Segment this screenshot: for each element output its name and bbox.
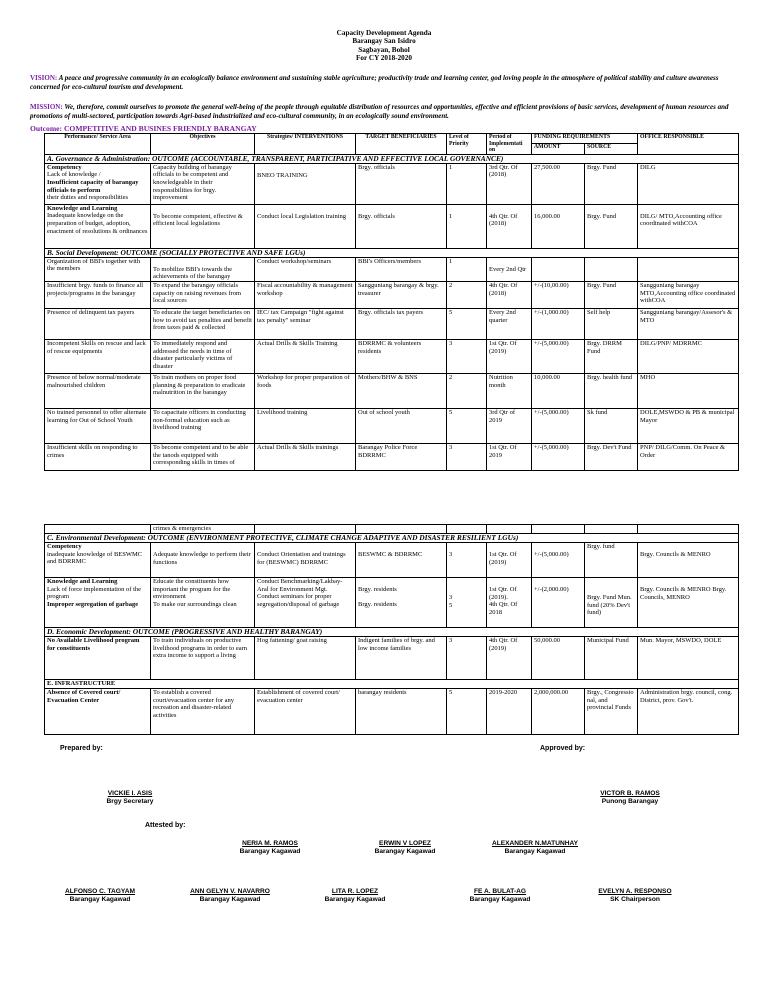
signatory-title: SK Chairperson — [610, 896, 660, 903]
mission-label: MISSION: — [30, 103, 63, 111]
attest-signature — [215, 840, 325, 856]
cell-strategies: Livelihood training — [255, 408, 356, 443]
cell-area: Competency Lack of knowledge / Insufficient capacity of barangay officials to perform their duties and responsibilities — [45, 163, 151, 204]
col-amount: AMOUNT — [532, 143, 585, 154]
vision-label: VISION: — [30, 74, 58, 82]
cell-source: Brgy. fund — [585, 543, 638, 578]
cell-source: Municipal Fund — [585, 637, 638, 680]
cell-amount: 2,000,000.00 — [532, 689, 585, 735]
cell-area: Incompetent Skills on rescue and lack of rescue equipments — [45, 339, 151, 373]
signatory-title: Barangay Kagawad — [374, 848, 436, 855]
approved-title: Punong Barangay — [601, 798, 659, 805]
cell-amount: 50,000.00 — [532, 637, 585, 680]
agenda-table-2 — [44, 524, 739, 735]
cell-priority: 1 — [447, 163, 487, 204]
cell-amount: +/-(1,000.00) — [532, 308, 585, 339]
signatory-title: Barangay Kagawad — [69, 896, 131, 903]
cell-target: barangay residents — [356, 689, 447, 735]
section-c-heading: C. Environmental Development: OUTCOME (ENVIRONMENT PROTECTIVE, CLIMATE CHANGE ADAPTIVE AND DISASTER RESILIENT LGUs) — [45, 534, 739, 543]
cell-period: 3rd Qtr of 2019 — [487, 408, 532, 443]
cell-target: Brgy. officials tax payers — [356, 308, 447, 339]
cell-objectives: To immediately respond and addressed the needs in time of disaster particularly victims of disaster — [151, 339, 255, 373]
section-a-heading: A. Governance & Administration: OUTCOME (ACCOUNTABLE, TRANSPARENT, PARTICIPATIVE AND EFFECTIVE LOCAL GOVERNANCE) — [45, 154, 739, 163]
cell-source: Brgy. DRRM Fund — [585, 339, 638, 373]
table-row — [45, 578, 739, 628]
cell-amount: +/-(5,000.00) — [532, 443, 585, 470]
cell-objectives: Adequate knowledge to perform their functions — [151, 543, 255, 578]
table-row — [45, 637, 739, 680]
prepared-title: Brgy Secretary — [106, 798, 154, 805]
agenda-table-1 — [44, 133, 739, 471]
col-priority: Level of Priority — [447, 134, 487, 155]
section-row — [45, 628, 739, 637]
signatory-name: ALFONSO C. TAGYAM — [65, 888, 135, 895]
cell-priority: 5 — [447, 689, 487, 735]
cell-objectives: To become competent, effective & efficient local legislations — [151, 204, 255, 248]
cell-area: No trained personnel to offer alternate learning for Out of School Youth — [45, 408, 151, 443]
signatory-name: EVELYN A. RESPONSO — [598, 888, 672, 895]
cell-target: BBI's Officers/members — [356, 257, 447, 281]
signatory-title: Barangay Kagawad — [199, 896, 261, 903]
cell-office: Brgy. Councils & MENRO Brgy. Councils, MENRO — [638, 578, 739, 628]
prepared-name: VICKIE I. ASIS — [107, 790, 153, 797]
attest-signature — [305, 888, 405, 904]
cell-strategies: Conduct Orientation and trainings for (BESWMC) BDRRMC — [255, 543, 356, 578]
table-row — [45, 543, 739, 578]
cell-priority: 1 — [447, 204, 487, 248]
cell-target: Mothers/BHW & BNS — [356, 373, 447, 408]
cell-strategies: IEC/ tax Campaign "fight against tax penalty" seminar — [255, 308, 356, 339]
table-row — [45, 373, 739, 408]
section-row — [45, 248, 739, 257]
col-office: OFFICE RESPONSIBLE — [638, 134, 739, 155]
col-target: TARGET BENEFICIARIES — [356, 134, 447, 155]
approved-label: Approved by: — [540, 745, 586, 752]
cell-period: 1st Qtr. Of (2019). 4th Qtr. Of 2018 — [487, 578, 532, 628]
col-period: Period of Implementati on — [487, 134, 532, 155]
cell-objectives: To educate the target beneficiaries on how to avoid tax penalties and benefit from taxes paid & collected — [151, 308, 255, 339]
cell-strategies: Workshop for proper preparation of foods — [255, 373, 356, 408]
attest-signature — [350, 840, 460, 856]
cell-priority: 5 — [447, 408, 487, 443]
vision-text: A peace and progressive community in an ecologically balance environment and sustaining stable agriculture; productivity trade and learning center, god loving people in the atmosphere of political stability and culture awareness concerned for eco-cultural tourism and development. — [30, 74, 719, 91]
cell-objectives: To establish a covered court/evacuation center for any recreation and disaster-related activities — [151, 689, 255, 735]
prepared-signature — [80, 790, 180, 806]
cell-office: Brgy. Councils & MENRO — [638, 543, 739, 578]
cell-target: Barangay Police Force BDRRMC — [356, 443, 447, 470]
cell-office: Administration brgy. council, cong. District, prov. Gov't. — [638, 689, 739, 735]
cell-area: Organization of BBI's together with the members — [45, 257, 151, 281]
cell-objectives-continued: crimes & emergencies — [151, 525, 255, 534]
cell-source: Sk fund — [585, 408, 638, 443]
cell-office: Sangguniang barangay/Assesor's & MTO — [638, 308, 739, 339]
cell-priority: 3 — [447, 543, 487, 578]
cell-strategies: Establishment of covered court/ evacuation center — [255, 689, 356, 735]
table-row — [45, 339, 739, 373]
signatory-name: FE A. BULAT-AG — [473, 888, 526, 895]
table-header-row — [45, 134, 739, 144]
cell-period: Every 2nd Qtr — [487, 257, 532, 281]
cell-source — [585, 257, 638, 281]
signatory-title: Barangay Kagawad — [469, 896, 531, 903]
cell-amount: 16,000.00 — [532, 204, 585, 248]
attest-signature — [450, 888, 550, 904]
cell-area: Presence of below normal/moderate malnourished children — [45, 373, 151, 408]
cell-strategies: Conduct Benchmarking/Lakbay-Aral for Environment Mgt. Conduct seminars for proper segregation/disposal of garbage — [255, 578, 356, 628]
cell-objectives: Educate the constituents how important the program for the environment To make our surroundings clean — [151, 578, 255, 628]
cell-priority: 5 — [447, 308, 487, 339]
signatory-name: NERIA M. RAMOS — [242, 840, 298, 847]
cell-area: Insufficient brgy. funds to finance all projects/programs in the barangay — [45, 281, 151, 308]
cell-amount: +/-(5,000.00) — [532, 408, 585, 443]
table-row — [45, 689, 739, 735]
section-b-heading: B. Social Development: OUTCOME (SOCIALLY PROTECTIVE AND SAFE LGUs) — [45, 248, 739, 257]
cell-amount: 10,000.00 — [532, 373, 585, 408]
cell-period: 4th Qtr. Of (2019) — [487, 637, 532, 680]
table-row — [45, 281, 739, 308]
cell-objectives: To train individuals on productive livelihood programs in order to earn extra income to support a living — [151, 637, 255, 680]
col-source: SOURCE — [585, 143, 638, 154]
cell-source: Brgy. Dev't Fund — [585, 443, 638, 470]
col-funding: FUNDING REQUIREMENTS — [532, 134, 638, 144]
cell-objectives: To expand the barangay officials capacity on raising revenues from local sources — [151, 281, 255, 308]
cell-office — [638, 257, 739, 281]
cell-priority: 3 — [447, 443, 487, 470]
cell-period: Every 2nd quarter — [487, 308, 532, 339]
cell-source: Brgy. health fund — [585, 373, 638, 408]
attested-label: Attested by: — [145, 822, 186, 829]
section-d-heading: D. Economic Development: OUTCOME (PROGRESSIVE AND HEALTHY BARANGAY) — [45, 628, 739, 637]
cell-office: PNP/ DILG/Comm. On Peace & Order — [638, 443, 739, 470]
cell-target: Brgy. officials — [356, 204, 447, 248]
cell-objectives: To become competent and to be able the tanods equipped with corresponding skills in times of — [151, 443, 255, 470]
cell-period: 2019-2020 — [487, 689, 532, 735]
cell-office: DILG — [638, 163, 739, 204]
cell-amount: +/-(10,00.00) — [532, 281, 585, 308]
header-barangay: Barangay San Isidro — [352, 37, 416, 46]
table-row — [45, 257, 739, 281]
cell-target: Brgy. officials — [356, 163, 447, 204]
cell-office: DOLE,MSWDO & PB & municipal Mayor — [638, 408, 739, 443]
cell-target: Indigent families of brgy. and low income families — [356, 637, 447, 680]
cell-source: Brgy., Congressio nal, and provincial Funds — [585, 689, 638, 735]
cell-amount: 27,500.00 — [532, 163, 585, 204]
cell-priority: 3 — [447, 637, 487, 680]
cell-strategies: Actual Drills & Skills Training — [255, 339, 356, 373]
cell-amount: +/-(2,000.00) — [532, 578, 585, 628]
signatory-title: Barangay Kagawad — [324, 896, 386, 903]
cell-priority: 3 — [447, 339, 487, 373]
cell-source: Brgy. Fund Mun. fund (20% Dev't fund) — [585, 578, 638, 628]
section-row — [45, 534, 739, 543]
cell-area: Knowledge and Learning Inadequate knowledge on the preparation of budget, adoption, enactment of resolutions & ordinances — [45, 204, 151, 248]
signatory-name: ANN GELYN V. NAVARRO — [190, 888, 270, 895]
attest-signature — [575, 888, 695, 904]
cell-office: DILG/ MTO,Accounting office coordinated withCOA — [638, 204, 739, 248]
cell-source: Brgy. Fund — [585, 163, 638, 204]
cell-objectives: To train mothers on proper food planning & preparation to eradicate malnutrition in the barangay — [151, 373, 255, 408]
cell-amount: +/-(5,000.00) — [532, 543, 585, 578]
outcome-line: Outcome: COMPETITIVE AND BUSINES FRIENDLY BARANGAY — [30, 124, 257, 133]
table-row — [45, 443, 739, 470]
cell-amount: +/-(5,000.00) — [532, 339, 585, 373]
cell-objectives: Capacity building of barangay officials to be competent and knowledgeable in their responsibilities for brgy. improvement — [151, 163, 255, 204]
cell-office: MHO — [638, 373, 739, 408]
cell-period: 3rd Qtr. Of (2018) — [487, 163, 532, 204]
header-location: Sagbayan, Bohol — [358, 45, 410, 54]
prepared-label: Prepared by: — [60, 745, 103, 752]
cell-area: Insufficient skills on responding to crimes — [45, 443, 151, 470]
cell-period: 1st Qtr. Of (2019) — [487, 339, 532, 373]
cell-target: BDRRMC & volunteers residents — [356, 339, 447, 373]
table-row — [45, 204, 739, 248]
mission-paragraph — [30, 103, 745, 120]
cell-strategies: Conduct workshop/seminars — [255, 257, 356, 281]
signatory-title: Barangay Kagawad — [504, 848, 566, 855]
header-year: For CY 2018-2020 — [356, 54, 412, 63]
cell-period: 4th Qtr. Of (2018) — [487, 204, 532, 248]
cell-strategies: BNEO TRAINING — [255, 163, 356, 204]
cell-period: Nutrition month — [487, 373, 532, 408]
table-row — [45, 408, 739, 443]
cell-amount — [532, 257, 585, 281]
cell-source: Self help — [585, 308, 638, 339]
cell-priority: 2 — [447, 281, 487, 308]
signatory-title: Barangay Kagawad — [239, 848, 301, 855]
cell-target: Brgy. residents Brgy. residents — [356, 578, 447, 628]
cell-strategies: Hog fattening/ goat raising — [255, 637, 356, 680]
attest-signature — [170, 888, 290, 904]
cell-target: BESWMC & BDRRMC — [356, 543, 447, 578]
cell-period: 1st Qtr. Of (2019) — [487, 543, 532, 578]
cell-office: Sangguniang barangay MTO,Accounting office coordinated withCOA — [638, 281, 739, 308]
cell-priority: 3 5 — [447, 578, 487, 628]
cell-objectives: To capacitate officers in conducting non-formal education such as livelihood training — [151, 408, 255, 443]
approved-name: VICTOR B. RAMOS — [600, 790, 660, 797]
signatory-name: ALEXANDER N.MATUNHAY — [491, 840, 579, 847]
cell-priority: 2 — [447, 373, 487, 408]
table-row — [45, 163, 739, 204]
cell-area: Competency inadequate knowledge of BESWMC and BDRRMC — [45, 543, 151, 578]
table-row — [45, 525, 739, 534]
document-header — [0, 29, 768, 63]
cell-office: Mun. Mayor, MSWDO, DOLE — [638, 637, 739, 680]
cell-area: No Available Livelihood program for constituents — [45, 637, 151, 680]
cell-objectives: To mobilize BBI's towards the achievements of the barangay — [151, 257, 255, 281]
cell-strategies: Actual Drills & Skills trainings — [255, 443, 356, 470]
cell-priority: 1 — [447, 257, 487, 281]
cell-period: 1st Qtr. Of 2019 — [487, 443, 532, 470]
attest-signature — [470, 840, 600, 856]
cell-area: Absence of Covered court/ Evacuation Center — [45, 689, 151, 735]
vision-paragraph — [30, 74, 745, 91]
section-e-heading: E. INFRASTRUCTURE — [45, 680, 739, 689]
section-row — [45, 154, 739, 163]
section-row — [45, 680, 739, 689]
cell-strategies: Conduct local Legislation training — [255, 204, 356, 248]
col-objectives: Objectives — [151, 134, 255, 155]
col-strategies: Strategies/ INTERVENTIONS — [255, 134, 356, 155]
col-area: Performance/ Service Area — [45, 134, 151, 155]
table-row — [45, 308, 739, 339]
cell-strategies: Fiscal accountability & management workshop — [255, 281, 356, 308]
cell-office: DILG/PNP/ MDRRMC — [638, 339, 739, 373]
cell-period: 4th Qtr. Of (2018) — [487, 281, 532, 308]
cell-source: Brgy. Fund — [585, 281, 638, 308]
cell-target: Sangguniang barangay & brgy. treasurer — [356, 281, 447, 308]
cell-target: Out of school youth — [356, 408, 447, 443]
signatory-name: ERWIN V LOPEZ — [379, 840, 431, 847]
approved-signature — [580, 790, 680, 806]
cell-area: Presence of delinquent tax payers — [45, 308, 151, 339]
signatory-name: LITA R. LOPEZ — [331, 888, 379, 895]
attest-signature — [45, 888, 155, 904]
cell-source: Brgy. Fund — [585, 204, 638, 248]
mission-text: We, therefore, commit ourselves to promote the general well-being of the people through equitable distribution of resources and opportunities, effective and efficient provisions of basic services, development of human resources and promotions of multi-sectored, participation towards Agri-based industrialized and eco-cultural community, in an ecologically sound environment. — [30, 103, 729, 120]
header-title: Capacity Development Agenda — [336, 29, 432, 37]
cell-area: Knowledge and Learning Lack of force implementation of the program Improper segregation of garbage — [45, 578, 151, 628]
